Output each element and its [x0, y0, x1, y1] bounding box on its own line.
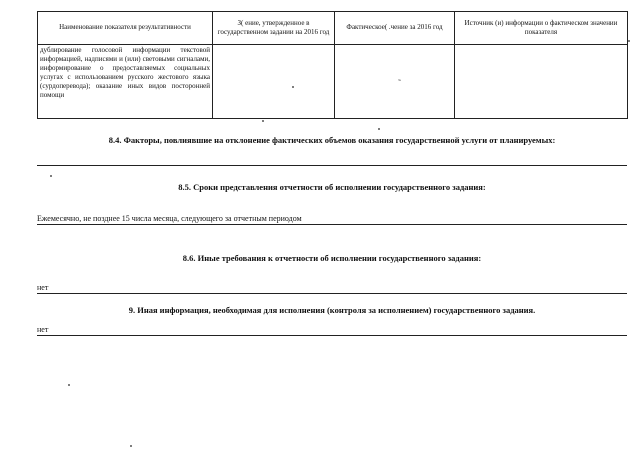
scan-speck: [130, 445, 132, 447]
scan-mark: ˜: [398, 78, 401, 88]
actual-value-cell: [335, 45, 455, 119]
section-8-6-value: нет: [37, 283, 627, 294]
planned-value-cell: [213, 45, 335, 119]
scan-speck: [378, 128, 380, 130]
section-8-5-value: Ежемесячно, не позднее 15 числа месяца, следующего за отчетным периодом: [37, 214, 627, 225]
scan-speck: [262, 120, 264, 122]
header-actual-value: Фактическое( .чение за 2016 год: [335, 12, 455, 45]
header-info-source: Источник (и) информации о фактическом значении показателя: [455, 12, 628, 45]
table-header-row: [38, 12, 628, 45]
header-indicator-name: Наименование показателя результативности: [38, 12, 213, 45]
indicator-description: дублирование голосовой информации текстовой информацией, надписями и (или) световыми сигналами, информирование о предоставляемых социальных услугах с использованием русского жестового языка (сурдоперевода); оказание иных видов посторонней помощи: [38, 45, 213, 119]
header-planned-value: З( ение, утвержденное в государственном задании на 2016 год: [213, 12, 335, 45]
table-row: [38, 45, 628, 119]
section-8-6-title: 8.6. Иные требования к отчетности об исполнении государственного задания:: [182, 253, 482, 263]
scan-speck: [292, 86, 294, 88]
scan-speck: [68, 384, 70, 386]
section-8-4-title: 8.4. Факторы, повлиявшие на отклонение фактических объемов оказания государственной услуги от планируемых:: [108, 135, 556, 145]
indicators-table: [37, 11, 628, 119]
scan-speck: [50, 175, 52, 177]
section-8-4-value: [37, 155, 627, 166]
info-source-cell: [455, 45, 628, 119]
section-8-5-title: 8.5. Сроки представления отчетности об исполнении государственного задания:: [178, 182, 486, 192]
section-9-value: нет: [37, 325, 627, 336]
scan-speck: [628, 40, 630, 42]
section-9-title: 9. Иная информация, необходимая для исполнения (контроля за исполнением) государственного задания.: [128, 305, 536, 315]
